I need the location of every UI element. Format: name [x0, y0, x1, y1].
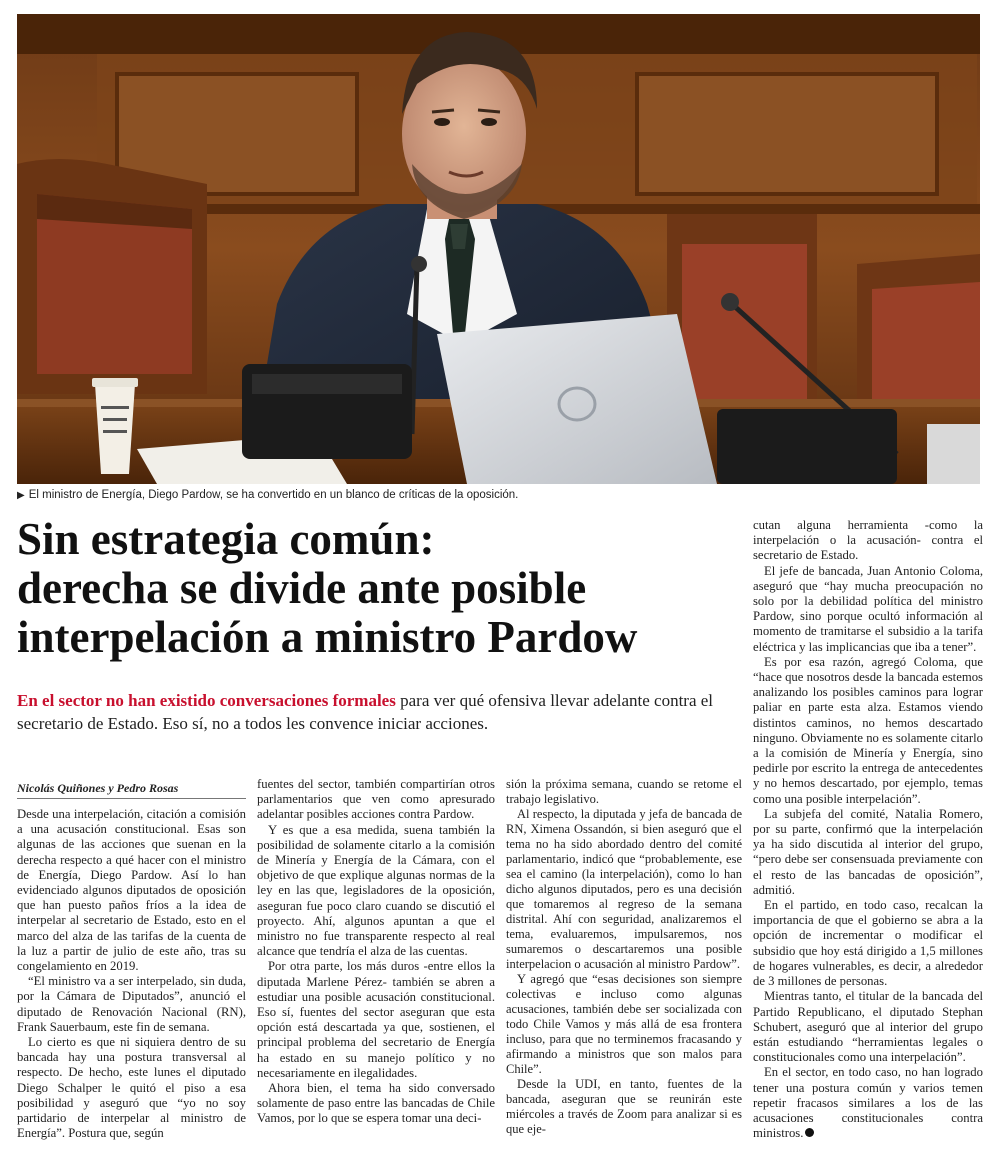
photo-minister-at-desk	[17, 14, 980, 484]
lead-highlight: En el sector no han existido conversaciones formales	[17, 691, 396, 710]
headline-line-1: Sin estrategia común:	[17, 514, 435, 564]
paragraph: fuentes del sector, también compartirían otros parlamentarios que ven como apresurado adelantar posibles acciones contra Pardow.	[257, 777, 495, 822]
headline-line-3: interpelación a ministro Pardow	[17, 612, 638, 662]
paragraph: Al respecto, la diputada y jefa de bancada de RN, Ximena Ossandón, si bien aseguró que el tema no ha sido abordado dentro del comité parlamentario, indicó que “probablemente, ese sea el camino (la interpelación), como lo han dicho algunos diputados, pero es una decisión que tomaremos al regreso de la semana distrital. Ahí con seguridad, analizaremos el tema, evaluaremos, impulsaremos, nos sumaremos o descartaremos una posible interpelacion o acusación al ministro Pardow”.	[506, 807, 742, 971]
paragraph: La subjefa del comité, Natalia Romero, por su parte, confirmó que la interpelación ya ha sido discutida al interior del grupo, “pero debe ser consensuada previamente con el resto de las bancadas de oposición”, admitió.	[753, 806, 983, 897]
lead-text: para ver qué ofensiva llevar adelante contra el secretario de Estado. Eso sí, no a todos les convence iniciar acciones.	[17, 691, 714, 733]
byline: Nicolás Quiñones y Pedro Rosas	[17, 781, 246, 799]
caption-text: El ministro de Energía, Diego Pardow, se ha convertido en un blanco de críticas de la oposición.	[28, 489, 519, 501]
paragraph: “El ministro va a ser interpelado, sin duda, por la Cámara de Diputados”, anunció el diputado de Renovación Nacional (RN), Frank Sauerbaum, este fin de semana.	[17, 974, 246, 1034]
paragraph: Y agregó que “esas decisiones son siempre colectivas e incluso como algunas acusaciones, también debe ser socializada con todo Chile Vamos y más allá de esa frontera incluso, para que no terminemos fracasando y afirmando a ministros que son malos para Chile”.	[506, 972, 742, 1076]
paragraph: sión la próxima semana, cuando se retome el trabajo legislativo.	[506, 777, 742, 806]
paragraph: Y es que a esa medida, suena también la posibilidad de solamente citarlo a la comisión de Minería y Energía de la Cámara, con el objetivo de que explique algunas normas de la ley en las que, legisladores de la oposición, aseguran fue poco claro cuando se discutió el proyecto. Ahí, algunos apuntan a que el ministro no fue transparente respecto al real alcance que tendría el alza de las cuentas.	[257, 822, 495, 959]
end-of-article-dot-icon	[805, 1128, 814, 1137]
paragraph-final	[753, 1065, 983, 1141]
caption-triangle-icon: ▶	[17, 490, 25, 501]
article-column-1	[17, 807, 246, 1141]
final-paragraph-text: En el sector, en todo caso, no han logrado tener una postura común y varios temen repetir fracasos similares a los de las acusaciones constitucionales contra ministros.	[753, 1065, 983, 1141]
paragraph: Desde la UDI, en tanto, fuentes de la bancada, aseguran que se reunirán este miércoles a través de Zoom para analizar si es que eje-	[506, 1077, 742, 1136]
headline-line-2: derecha se divide ante posible	[17, 563, 587, 613]
article-column-3	[506, 777, 742, 1137]
paragraph: Ahora bien, el tema ha sido conversado solamente de paso entre las bancadas de Chile Vamos, por lo que se espera tomar una deci-	[257, 1081, 495, 1126]
article-photo	[17, 14, 980, 484]
paragraph: Es por esa razón, agregó Coloma, que “hace que nosotros desde la bancada estemos analizando los posibles caminos para lograr paliar en parte esta alza. Estamos viendo distintos caminos, no hemos descartado ninguno. Obviamente no es solamente citarlo a la comisión de Minería y Energía, sino pedirle por escrito la entrega de antecedentes y no hemos descartado, por ejemplo, temas como una posible interpelación”.	[753, 654, 983, 806]
paragraph: En el partido, en todo caso, recalcan la importancia de que el gobierno se abra a la opción de incrementar o modificar el subsidio que hoy está dirigido a 1,5 millones de hogares vulnerables, es decir, a alrededor de 3 millones de personas.	[753, 898, 983, 989]
article-column-4	[753, 518, 983, 1141]
paragraph: Mientras tanto, el titular de la bancada del Partido Republicano, el diputado Stephan Schubert, aseguró que al interior del grupo están estudiando “herramientas legales o constitucionales como una interpelación”.	[753, 989, 983, 1065]
photo-caption	[17, 489, 980, 501]
paragraph: El jefe de bancada, Juan Antonio Coloma, aseguró que “hay mucha preocupación no solo por la debilidad política del ministro Pardow, sino porque ocultó información al momento de tramitarse el subsidio a la tarifa eléctrica y las implicancias que iba a tener”.	[753, 563, 983, 654]
paragraph: Por otra parte, los más duros -entre ellos la diputada Marlene Pérez- también se abren a estudiar una posible acusación constitucional. Eso sí, fuentes del sector aseguran que esta opción está descartada ya que, sostienen, el principal problema del secretario de Energía ha estado en su manejo político y no necesariamente en ilegalidades.	[257, 959, 495, 1080]
lead-paragraph	[17, 689, 742, 735]
paragraph: Lo cierto es que ni siquiera dentro de su bancada hay una postura transversal al respecto. De hecho, este lunes el diputado Diego Schalper le quitó el piso a esa posibilidad y aseguró que “yo no soy partidario de interpelar al ministro de Energía”. Postura que, según	[17, 1035, 246, 1141]
paragraph: cutan alguna herramienta -como la interpelación o la acusación- contra el secretario de Estado.	[753, 518, 983, 563]
headline	[17, 515, 742, 662]
paragraph: Desde una interpelación, citación a comisión a una acusación constitucional. Esas son algunas de las acciones que suenan en la derecha respecto a qué hacer con el ministro de Energía, Diego Pardow. Así lo han evidenciado algunos diputados de oposición que han puesto paños fríos a la idea de interpelar al secretario de Estado, esto en el marco del alza de las tarifas de la cuenta de la luz a partir de julio de este año, tras su congelamiento en 2019.	[17, 807, 246, 974]
article-column-2	[257, 777, 495, 1127]
